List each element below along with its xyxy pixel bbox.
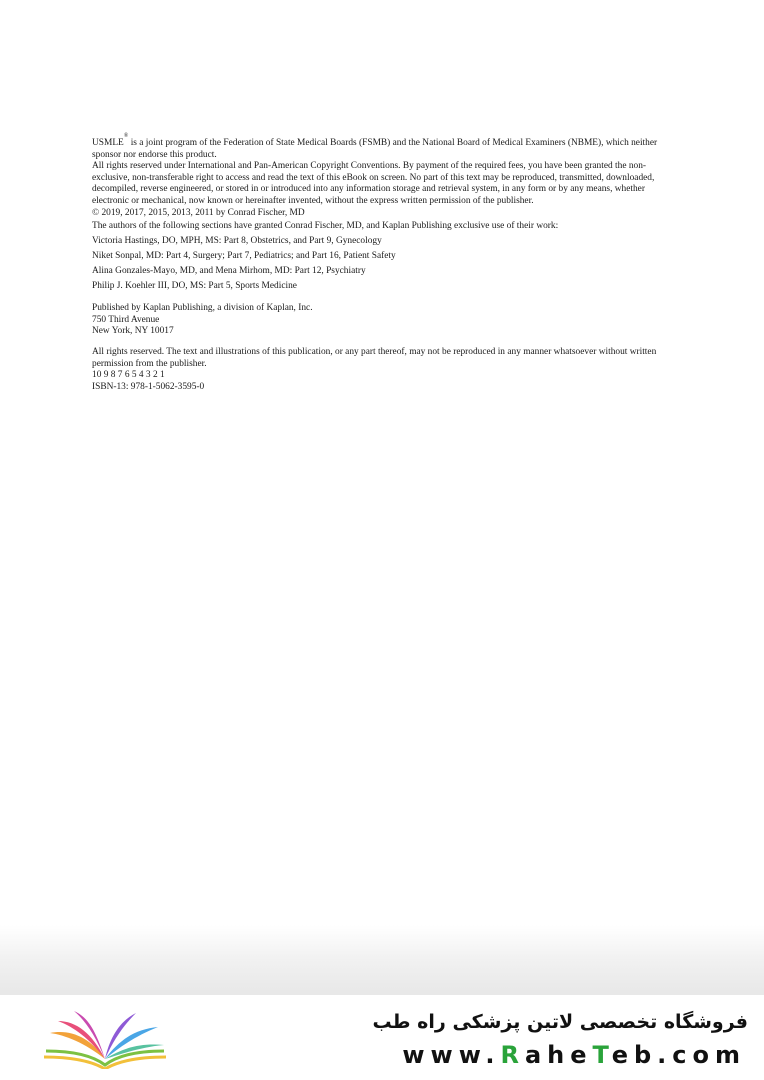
open-book-logo-icon — [40, 1007, 170, 1069]
copyright-page-content — [92, 133, 677, 393]
usmle-disclaimer — [92, 133, 677, 161]
reproduction-paragraph: All rights reserved. The text and illustrations of this publication, or any part thereof, may not be reproduced in any manner whatsoever without written permission from the publisher. — [92, 346, 657, 369]
rights-paragraph: All rights reserved under International and Pan-American Copyright Conventions. By payment of the required fees, you have been granted the non-exclusive, non-transferable right to access and read the text of this eBook on screen. No part of this text may be reproduced, transmitted, downloaded, decompiled, reverse engineered, or stored in or introduced into any information storage and retrieval system, in any form or by any means, whether electronic or mechanical, now known or hereinafter invented, without the express written permission of the publisher. — [92, 161, 655, 206]
isbn: ISBN-13: 978-1-5062-3595-0 — [92, 381, 205, 392]
author-line: Alina Gonzales-Mayo, MD, and Mena Mirhom, MD: Part 12, Psychiatry — [92, 266, 366, 277]
shop-name: فروشگاه تخصصی لاتین پزشکی راه طب — [372, 1011, 748, 1033]
usmle-disclaimer-text: is a joint program of the Federation of State Medical Boards (FSMB) and the National Board of Medical Examiners (NBME), which neither sponsor nor endorse this product. — [92, 138, 658, 160]
url-suffix: eb.com — [611, 1041, 746, 1069]
url-highlight: R — [500, 1041, 525, 1069]
authors-section — [92, 219, 677, 294]
publisher-line: 750 Third Avenue — [92, 314, 160, 325]
author-line: Niket Sonpal, MD: Part 4, Surgery; Part 7, Pediatrics; and Part 16, Patient Safety — [92, 251, 396, 262]
publisher-line: New York, NY 10017 — [92, 326, 174, 337]
site-url[interactable] — [402, 1041, 746, 1069]
watermark-banner — [0, 995, 764, 1080]
printing-line: 10 9 8 7 6 5 4 3 2 1 — [92, 370, 165, 381]
author-line: Philip J. Koehler III, DO, MS: Part 5, Sports Medicine — [92, 281, 297, 292]
usmle-word: USMLE — [92, 138, 124, 148]
publisher-address — [92, 303, 677, 338]
publisher-line: Published by Kaplan Publishing, a division of Kaplan, Inc. — [92, 303, 313, 314]
url-prefix: www. — [402, 1041, 501, 1069]
author-line: Victoria Hastings, DO, MPH, MS: Part 8, Obstetrics, and Part 9, Gynecology — [92, 236, 382, 247]
url-middle: ahe — [524, 1041, 593, 1069]
copyright-line: © 2019, 2017, 2015, 2013, 2011 by Conrad Fischer, MD — [92, 207, 305, 218]
authors-intro: The authors of the following sections have granted Conrad Fischer, MD, and Kaplan Publishing exclusive use of their work: — [92, 221, 559, 232]
registered-mark: ® — [123, 133, 129, 139]
url-highlight: T — [592, 1041, 612, 1069]
